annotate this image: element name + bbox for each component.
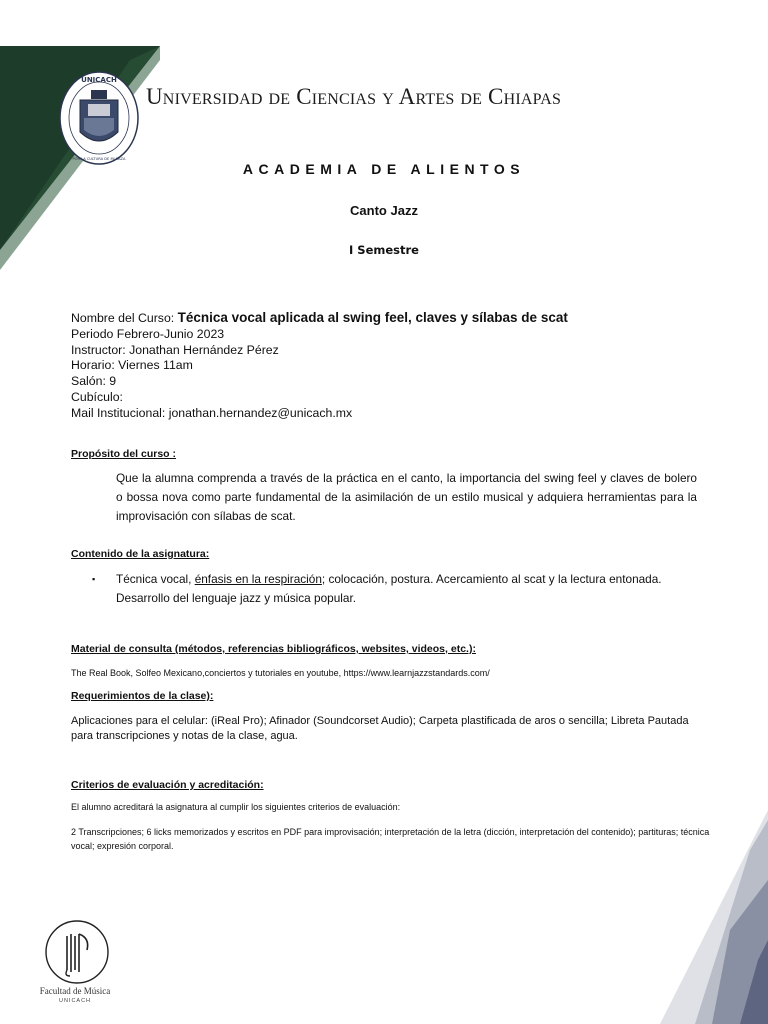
- purpose-heading: Propósito del curso :: [71, 448, 177, 460]
- purpose-text: Que la alumna comprenda a través de la práctica en el canto, la importancia del swing feel y claves de bolero o bossa nova como parte fundamental de la asimilación de un estilo musical y adquiera herramientas para la improvisación con sílabas de scat.: [116, 471, 697, 523]
- requirements-text: Aplicaciones para el celular: (iReal Pro); Afinador (Soundcorset Audio); Carpeta plastificada de aros o sencilla; Libreta Pautada para transcripciones y notas de la clase, agua.: [71, 715, 689, 742]
- university-seal-icon: [58, 70, 140, 166]
- content-heading: Contenido de la asignatura:: [71, 548, 210, 560]
- materials-text: The Real Book, Solfeo Mexicano,conciertos y tutoriales en youtube, https://www.learnjazzstandards.com/: [71, 668, 490, 678]
- semester-label: I Semestre: [349, 243, 419, 257]
- seal-motto: POR LA CULTURA DE MI RAZA: [72, 157, 126, 161]
- materials-heading: Material de consulta (métodos, referencias bibliográficos, websites, videos, etc.):: [71, 643, 476, 655]
- faculty-sub-label: UNICACH: [58, 998, 92, 1004]
- faculty-logo-icon: [40, 918, 114, 986]
- list-item: [92, 570, 698, 608]
- criteria-heading: Criterios de evaluación y acreditación:: [71, 779, 264, 791]
- seal-label: UNICACH: [81, 76, 117, 84]
- criteria-intro: El alumno acreditará la asignatura al cumplir los siguientes criterios de evaluación:: [71, 802, 401, 812]
- course-cubicle: Cubículo:: [71, 389, 123, 404]
- course-name-label: Nombre del Curso:: [71, 311, 178, 325]
- content-part-3: ; colocación, postura. Acercamiento al scat y la lectura entonada. Desarrollo del lenguaje jazz y música popular.: [116, 572, 662, 605]
- course-name-line: [71, 310, 568, 327]
- course-info: [71, 310, 568, 422]
- university-title: Universidad de Ciencias y Artes de Chiapas: [146, 84, 562, 109]
- content-part-2: énfasis en la respiración: [194, 572, 322, 586]
- course-schedule: Horario: Viernes 11am: [71, 358, 193, 373]
- requirements-heading: Requerimientos de la clase):: [71, 690, 214, 702]
- course-email: Mail Institucional: jonathan.hernandez@unicach.mx: [71, 405, 353, 420]
- criteria-text: 2 Transcripciones; 6 licks memorizados y escritos en PDF para improvisación; interpretación de la letra (dicción, interpretación del contenido); partituras; técnica vocal; expresión corporal.: [71, 827, 710, 851]
- bullet-icon: ▪: [92, 574, 96, 584]
- corner-decoration: [600, 810, 768, 1024]
- course-period: Periodo Febrero-Junio 2023: [71, 326, 225, 341]
- academy-title: ACADEMIA DE ALIENTOS: [242, 161, 526, 177]
- content-part-1: Técnica vocal,: [116, 572, 195, 586]
- program-title: Canto Jazz: [350, 203, 418, 218]
- course-room: Salón: 9: [71, 374, 117, 389]
- faculty-name: Facultad de Música: [39, 986, 111, 996]
- course-name-value: Técnica vocal aplicada al swing feel, claves y sílabas de scat: [177, 310, 568, 325]
- content-list: [92, 570, 698, 608]
- course-instructor: Instructor: Jonathan Hernández Pérez: [71, 342, 279, 357]
